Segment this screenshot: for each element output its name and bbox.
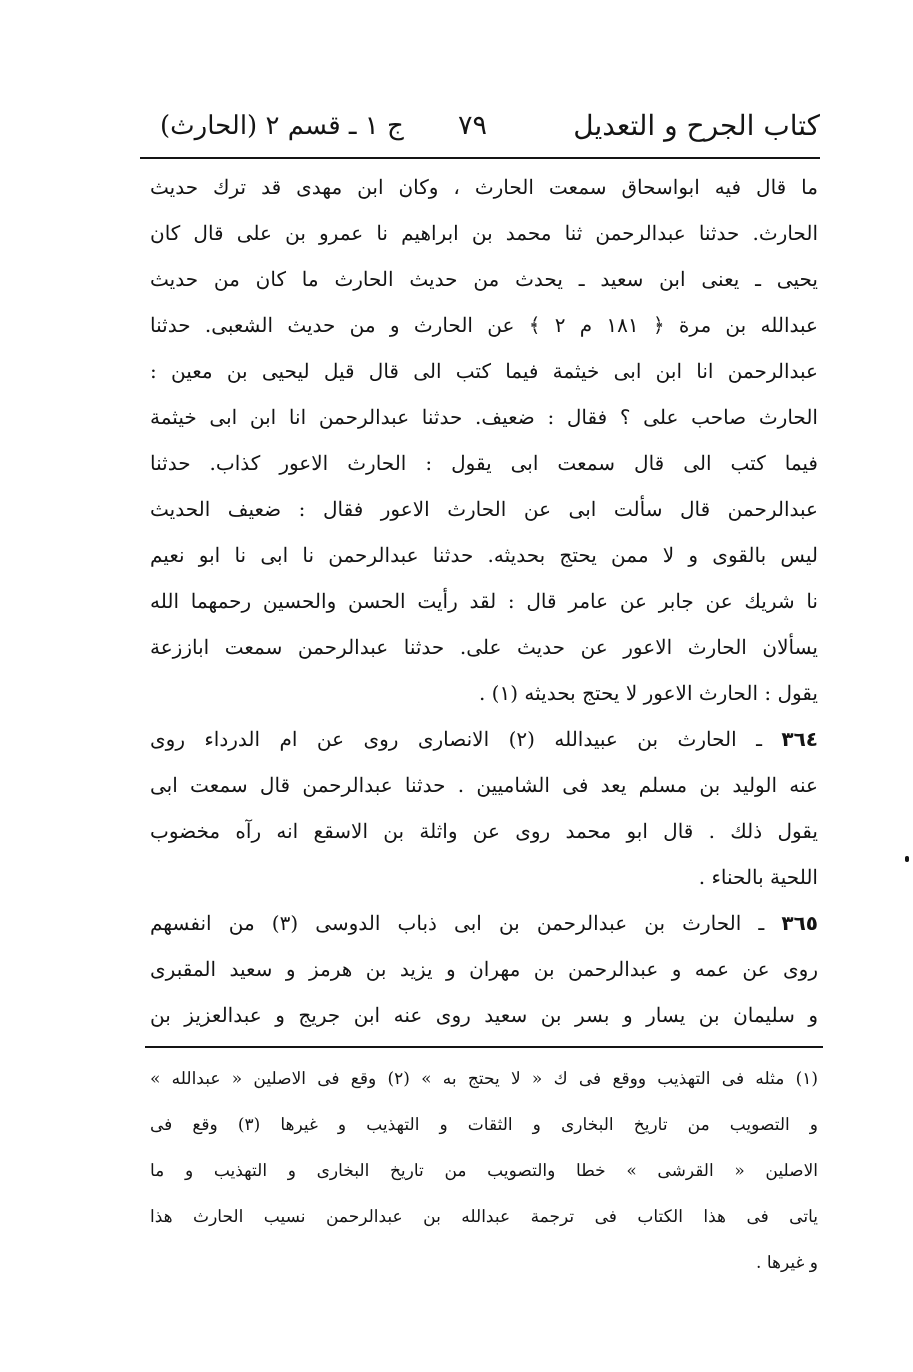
footnote-line: الاصلين « القرشى » خطا والتصويب من تاريخ البخارى و التهذيب و ما [150,1161,818,1181]
text-line: فيما كتب الى قال سمعت ابى يقول : الحارث الاعور كذاب. حدثنا [150,451,818,475]
section-label: (الحارث) ج ١ ـ قسم ٢ [160,111,404,141]
margin-mark [905,856,909,862]
running-header [140,96,820,156]
footnote-rule [145,1046,823,1048]
text-line: يسألان الحارث الاعور عن حديث على. حدثنا عبدالرحمن سمعت اباززعة [150,635,818,659]
entry-number: ٣٦٥ [781,911,818,935]
text-line: الحارث. حدثنا عبدالرحمن ثنا محمد بن ابراهيم نا عمرو بن على قال كان [150,221,818,245]
text-line: و سليمان بن يسار و بسر بن سعيد روى عنه ابن جريج و عبدالعزيز بن [150,1003,818,1027]
entry-number: ٣٦٤ [781,727,818,751]
text-line: يقول : الحارث الاعور لا يحتج بحديثه (١) . [478,681,818,705]
footnote-line: و غيرها . [756,1253,818,1273]
book-title: كتاب الجرح و التعديل [573,109,820,142]
entry-text: ـ الحارث بن عبيدالله (٢) الانصارى روى عن ام الدرداء روى [150,727,762,751]
text-line: يقول ذلك . قال ابو محمد روى عن واثلة بن الاسقع انه رآه مخضوب [150,819,818,843]
footnotes [150,1056,818,1286]
text-line: الحارث صاحب على ؟ فقال : ضعيف. حدثنا عبدالرحمن انا ابن ابى خيثمة [150,405,818,429]
entry-364-line [150,716,818,762]
footnote-line: (١) مثله فى التهذيب ووقع فى ك « لا يحتج به » (٢) وقع فى الاصلين « عبدالله » [150,1069,818,1089]
page-number: ٧٩ [458,110,488,141]
main-text [150,164,818,1038]
text-line: نا شريك عن جابر عن عامر قال : لقد رأيت الحسن والحسين رحمهما الله [150,589,818,613]
text-line: ما قال فيه ابواسحاق سمعت الحارث ، وكان ابن مهدى قد ترك حديث [150,175,818,199]
text-line: ليس بالقوى و لا ممن يحتج بحديثه. حدثنا عبدالرحمن نا ابى نا ابو نعيم [150,543,818,567]
text-line: روى عن عمه و عبدالرحمن بن مهران و يزيد بن هرمز و سعيد المقبرى [150,957,818,981]
footnote-line: ياتى فى هذا الكتاب فى ترجمة عبدالله بن عبدالرحمن نسيب الحارث هذا [150,1207,818,1227]
text-line: يحيى ـ يعنى ابن سعيد ـ يحدث من حديث الحارث ما كان من حديث [150,267,818,291]
text-line: اللحية بالحناء . [698,865,818,889]
entry-text: ـ الحارث بن عبدالرحمن بن ابى ذباب الدوسى (٣) من انفسهم [150,911,765,935]
text-line: عنه الوليد بن مسلم يعد فى الشاميين . حدثنا عبدالرحمن قال سمعت ابى [150,773,818,797]
entry-365-line [150,900,818,946]
text-line: عبدالرحمن قال سألت ابى عن الحارث الاعور فقال : ضعيف الحديث [150,497,818,521]
footnote-line: و التصويب من تاريخ البخارى و الثقات و التهذيب و غيرها (٣) وقع فى [150,1115,818,1135]
text-line: عبدالله بن مرة ﴿ ١٨١ م ٢ ﴾ عن الحارث و من حديث الشعبى. حدثنا [150,313,818,337]
header-rule [140,157,820,159]
text-line: عبدالرحمن انا ابن ابى خيثمة فيما كتب الى قال قيل ليحيى بن معين : [150,359,818,383]
